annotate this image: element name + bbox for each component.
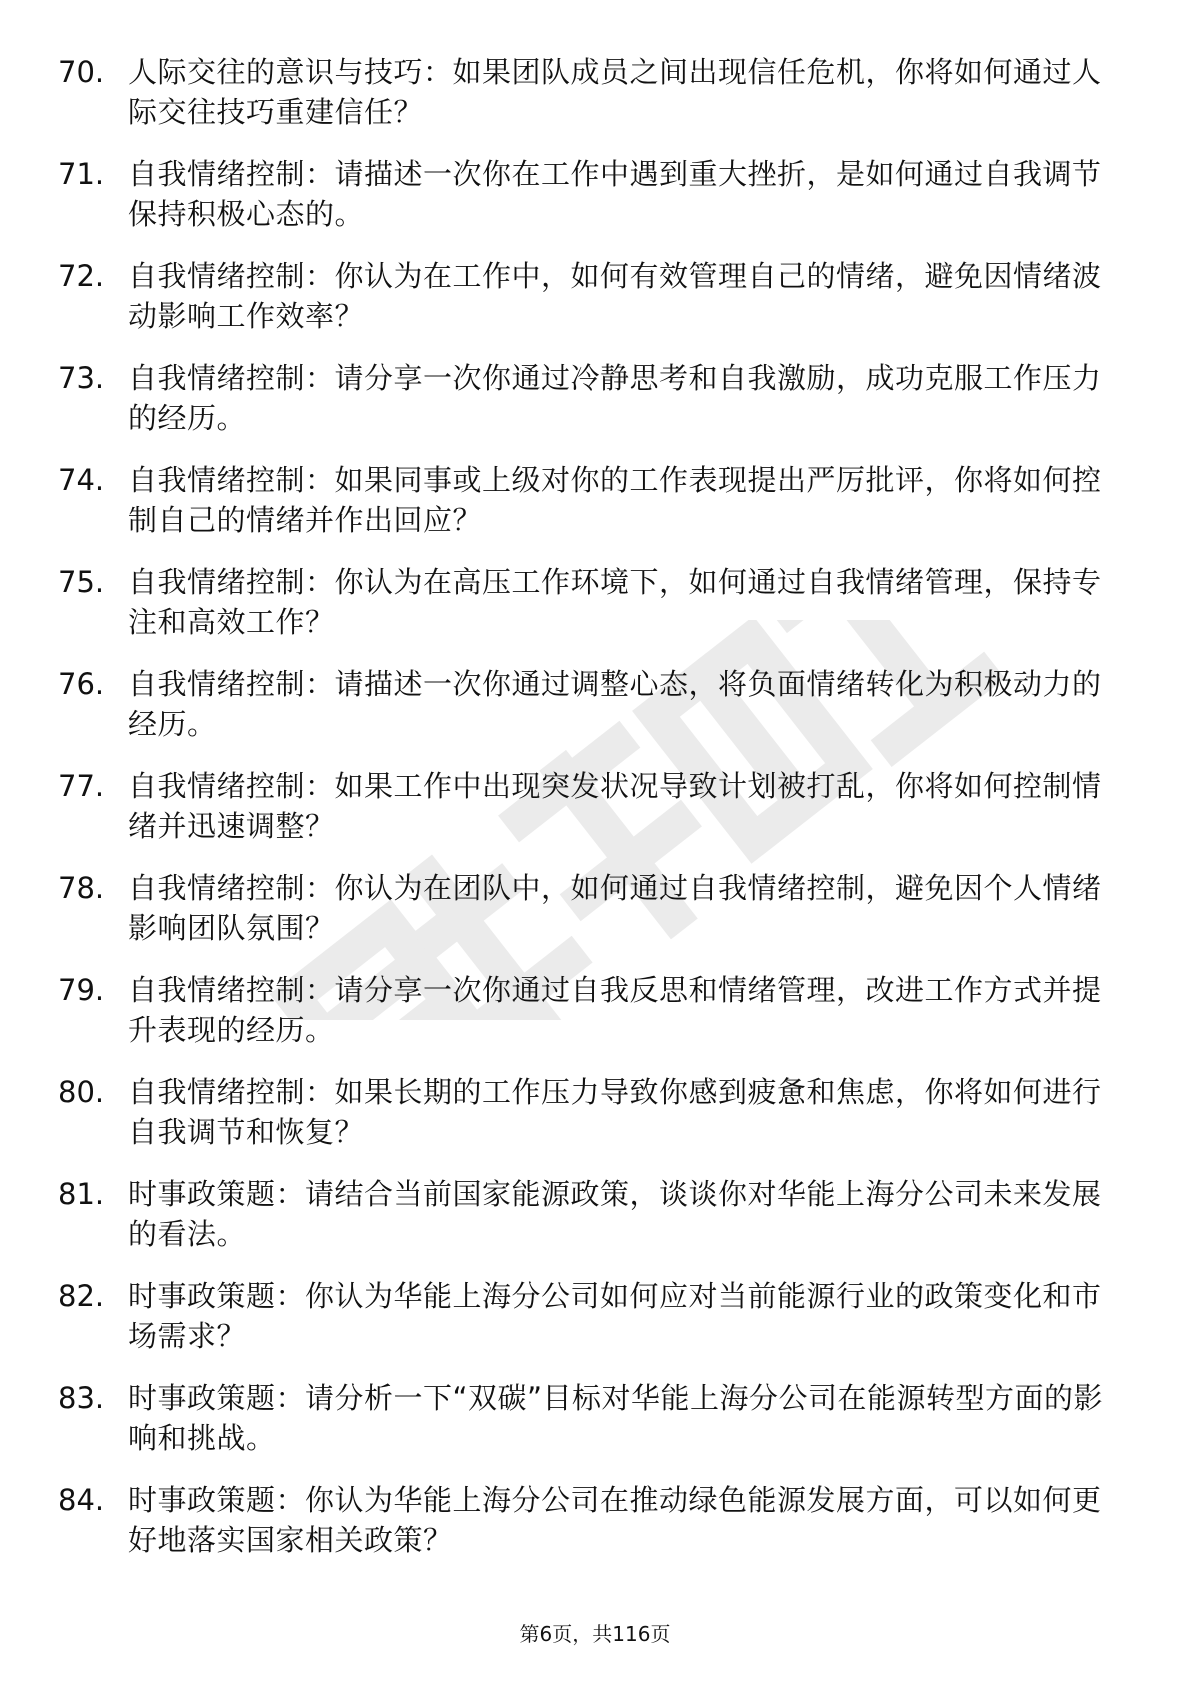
list-item xyxy=(58,1276,1118,1378)
question-text: 自我情绪控制：请描述一次你通过调整心态，将负面情绪转化为积极动力的经历。 xyxy=(128,667,1102,741)
question-number: 72. xyxy=(58,259,105,293)
list-item xyxy=(58,52,1118,154)
question-number: 77. xyxy=(58,769,105,803)
list-item xyxy=(58,256,1118,358)
question-text: 自我情绪控制：如果同事或上级对你的工作表现提出严厉批评，你将如何控制自己的情绪并作出回应？ xyxy=(128,463,1102,537)
question-text: 自我情绪控制：请分享一次你通过冷静思考和自我激励，成功克服工作压力的经历。 xyxy=(128,361,1102,435)
question-text: 时事政策题：请结合当前国家能源政策，谈谈你对华能上海分公司未来发展的看法。 xyxy=(128,1177,1102,1251)
question-text: 自我情绪控制：你认为在工作中，如何有效管理自己的情绪，避免因情绪波动影响工作效率？ xyxy=(128,259,1102,333)
list-item xyxy=(58,1378,1118,1480)
list-item xyxy=(58,766,1118,868)
list-item xyxy=(58,460,1118,562)
question-text: 自我情绪控制：你认为在团队中，如何通过自我情绪控制，避免因个人情绪影响团队氛围？ xyxy=(128,871,1102,945)
question-number: 75. xyxy=(58,565,105,599)
question-text: 自我情绪控制：如果工作中出现突发状况导致计划被打乱，你将如何控制情绪并迅速调整？ xyxy=(128,769,1102,843)
question-list xyxy=(58,52,1118,1582)
list-item xyxy=(58,154,1118,256)
question-number: 78. xyxy=(58,871,105,905)
list-item xyxy=(58,664,1118,766)
list-item xyxy=(58,1480,1118,1582)
question-number: 84. xyxy=(58,1483,105,1517)
page-footer: 第6页，共116页 xyxy=(519,1622,671,1646)
list-item xyxy=(58,970,1118,1072)
list-item xyxy=(58,868,1118,970)
question-text: 时事政策题：请分析一下“双碳”目标对华能上海分公司在能源转型方面的影响和挑战。 xyxy=(128,1381,1104,1455)
question-number: 70. xyxy=(58,55,105,89)
question-text: 自我情绪控制：如果长期的工作压力导致你感到疲惫和焦虑，你将如何进行自我调节和恢复？ xyxy=(128,1075,1102,1149)
question-number: 81. xyxy=(58,1177,105,1211)
question-number: 76. xyxy=(58,667,105,701)
question-number: 80. xyxy=(58,1075,105,1109)
list-item xyxy=(58,1072,1118,1174)
question-number: 74. xyxy=(58,463,105,497)
question-text: 时事政策题：你认为华能上海分公司如何应对当前能源行业的政策变化和市场需求？ xyxy=(128,1279,1102,1353)
list-item xyxy=(58,562,1118,664)
question-number: 73. xyxy=(58,361,105,395)
list-item xyxy=(58,1174,1118,1276)
question-text: 时事政策题：你认为华能上海分公司在推动绿色能源发展方面，可以如何更好地落实国家相关政策？ xyxy=(128,1483,1102,1557)
question-text: 自我情绪控制：请描述一次你在工作中遇到重大挫折，是如何通过自我调节保持积极心态的。 xyxy=(128,157,1102,231)
question-text: 自我情绪控制：你认为在高压工作环境下，如何通过自我情绪管理，保持专注和高效工作？ xyxy=(128,565,1102,639)
question-text: 自我情绪控制：请分享一次你通过自我反思和情绪管理，改进工作方式并提升表现的经历。 xyxy=(128,973,1102,1047)
question-number: 83. xyxy=(58,1381,105,1415)
question-number: 82. xyxy=(58,1279,105,1313)
question-text: 人际交往的意识与技巧：如果团队成员之间出现信任危机，你将如何通过人际交往技巧重建信任？ xyxy=(128,55,1102,129)
question-number: 79. xyxy=(58,973,105,1007)
list-item xyxy=(58,358,1118,460)
question-number: 71. xyxy=(58,157,105,191)
